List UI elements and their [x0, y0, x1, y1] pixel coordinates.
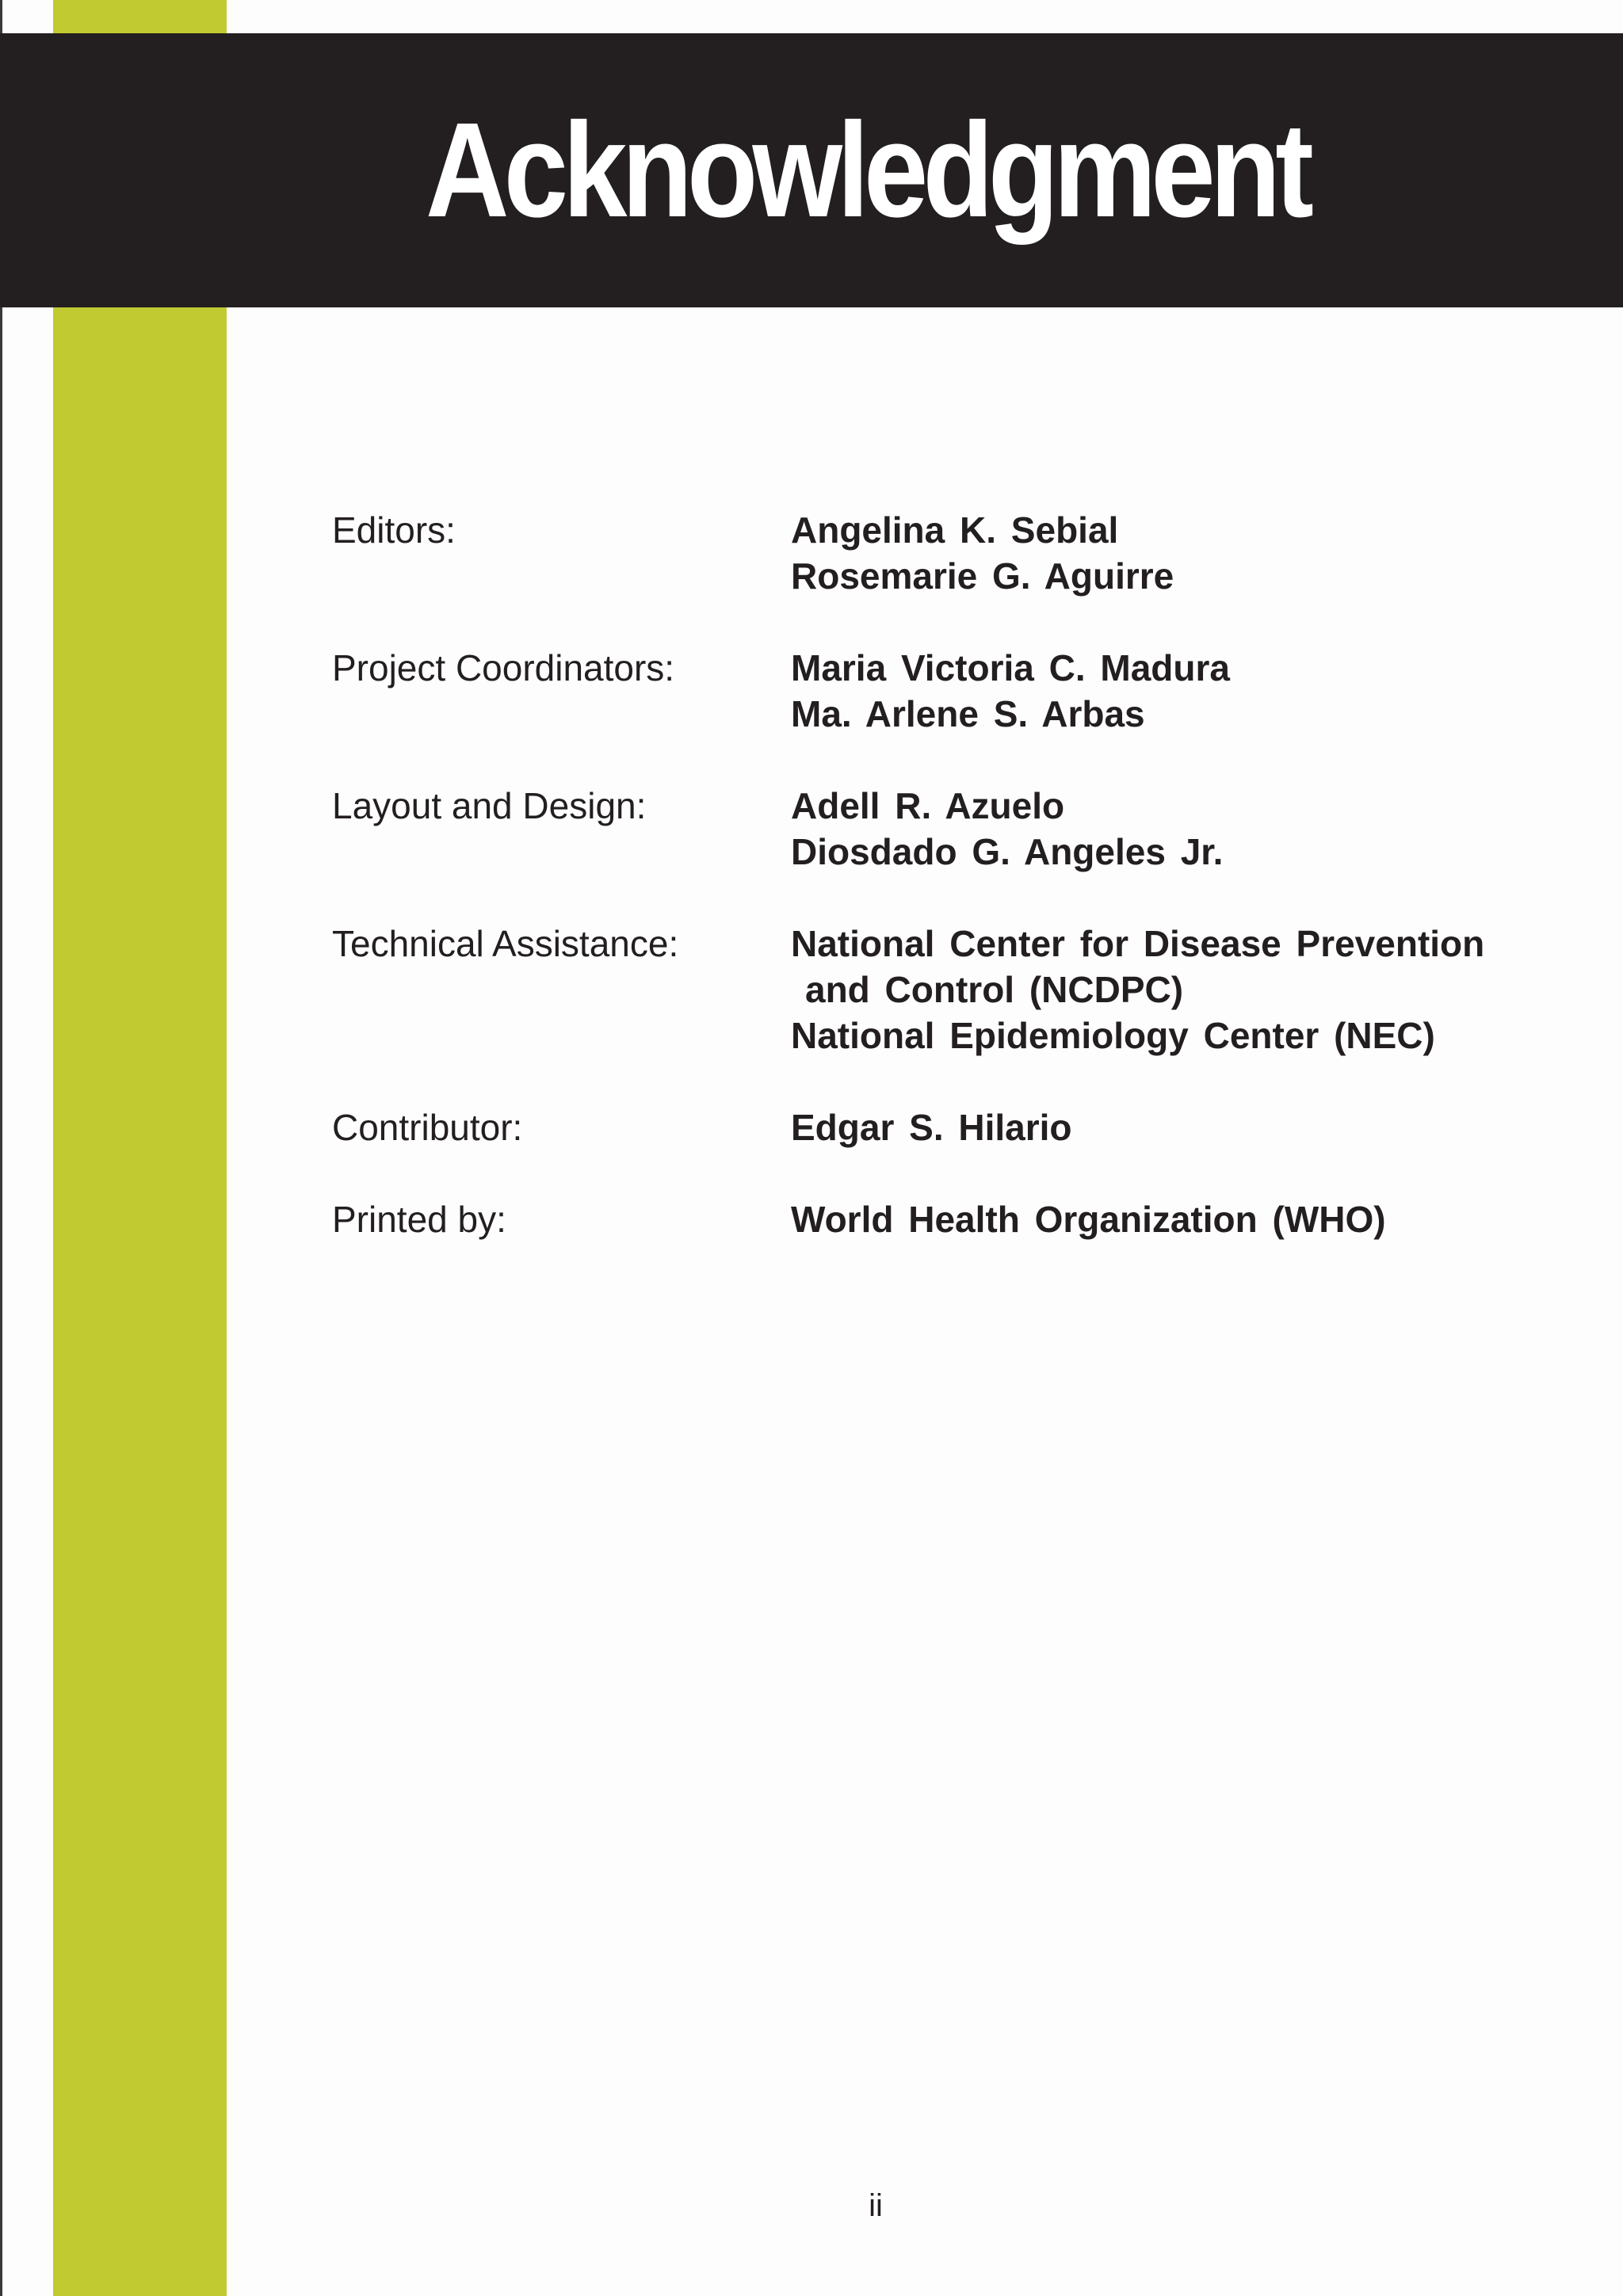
credit-names [791, 645, 1600, 737]
credit-label: Layout and Design: [332, 785, 647, 826]
credit-name: Maria Victoria C. Madura [791, 647, 1230, 688]
credit-name: Diosdado G. Angeles Jr. [791, 831, 1224, 872]
page-title: Acknowledgment [425, 95, 1309, 246]
credit-name: National Epidemiology Center (NEC) [791, 1015, 1435, 1056]
credit-names [791, 783, 1600, 875]
credit-row-project-coordinators [332, 645, 1600, 737]
left-edge-rule [0, 0, 2, 2296]
credit-row-editors [332, 507, 1600, 599]
credit-name: Adell R. Azuelo [791, 785, 1065, 826]
credit-label: Contributor: [332, 1107, 523, 1148]
credit-name: Ma. Arlene S. Arbas [791, 693, 1145, 734]
credit-label: Editors: [332, 509, 456, 551]
credit-name: World Health Organization (WHO) [791, 1199, 1386, 1240]
credit-name: National Center for Disease Prevention [791, 923, 1485, 964]
credit-name: and Control (NCDPC) [805, 969, 1184, 1010]
credit-label: Technical Assistance: [332, 923, 679, 964]
credit-name: Angelina K. Sebial [791, 509, 1119, 551]
credit-label: Project Coordinators: [332, 647, 675, 688]
credit-row-technical-assistance [332, 921, 1600, 1058]
credit-names [791, 1196, 1600, 1242]
credit-label: Printed by: [332, 1199, 506, 1240]
credit-names [791, 1104, 1600, 1150]
credit-name: Edgar S. Hilario [791, 1107, 1072, 1148]
credit-name: Rosemarie G. Aguirre [791, 555, 1174, 597]
credit-row-printed-by [332, 1196, 1600, 1242]
accent-side-bar [53, 0, 227, 2296]
credit-names [791, 921, 1600, 1058]
credit-row-layout-design [332, 783, 1600, 875]
credit-row-contributor [332, 1104, 1600, 1150]
credits-list [332, 507, 1600, 1288]
page-number: ii [869, 2188, 883, 2223]
credit-names [791, 507, 1600, 599]
